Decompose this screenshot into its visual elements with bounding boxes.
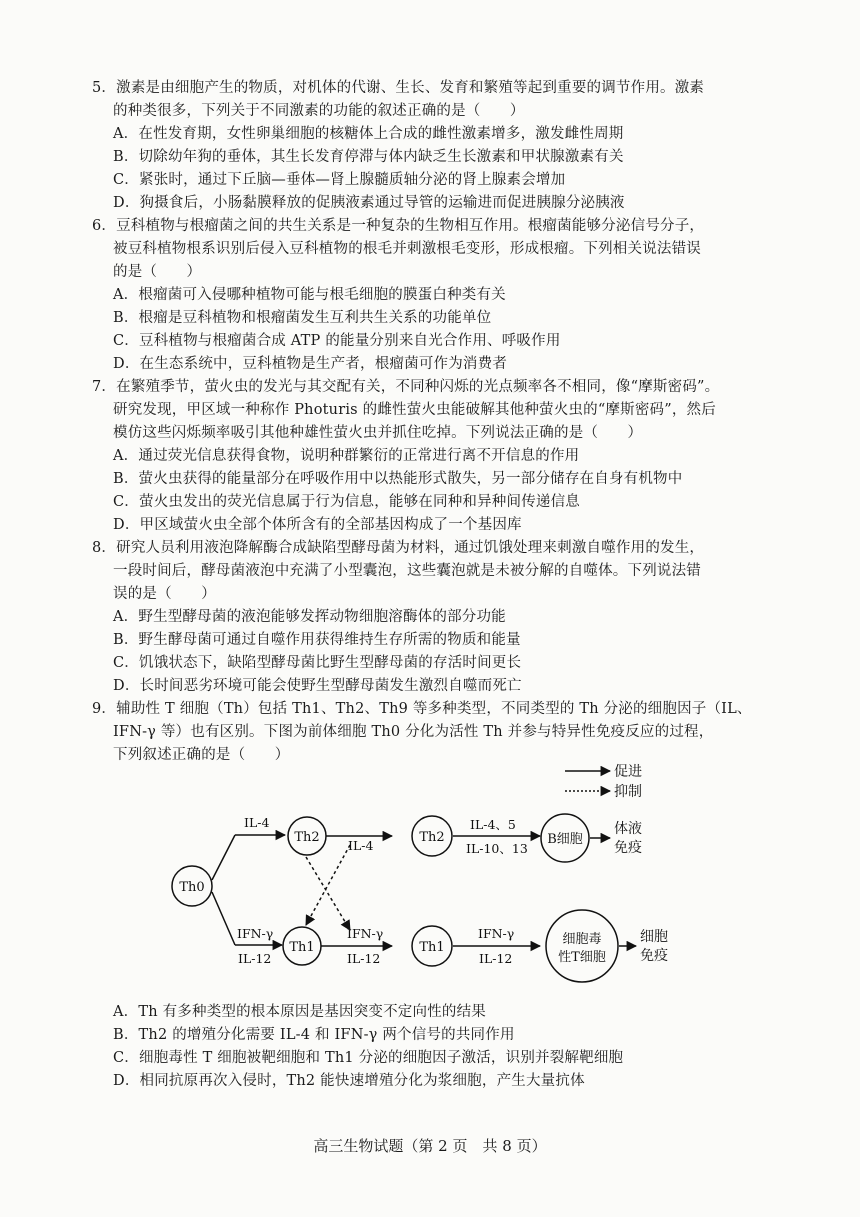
q8-option-a[interactable]: A．野生型酵母菌的液泡能够发挥动物细胞溶酶体的部分功能 (113, 609, 506, 625)
th0-label: Th0 (179, 880, 205, 895)
q7-stem-line-3: 模仿这些闪烁频率吸引其他种雄性萤火虫并抓住吃掉。下列说法正确的是（ ） (113, 425, 643, 441)
q9-option-a[interactable]: A．Th 有多种类型的根本原因是基因突变不定向性的结果 (113, 1004, 486, 1020)
ctl-label-line-2: 性T细胞 (558, 950, 606, 965)
q6-stem-line-2: 被豆科植物根系识别后侵入豆科植物的根毛并刺激根毛变形，形成根瘤。下列相关说法错误 (113, 241, 701, 257)
q6-stem-line-3: 的是（ ） (113, 264, 202, 280)
q8-stem-line-1: 8．研究人员利用液泡降解酶合成缺陷型酵母菌为材料，通过饥饿处理来刺激自噬作用的发生， (92, 540, 705, 556)
th2-label-first: Th2 (294, 830, 320, 845)
q6-stem-line-1: 6．豆科植物与根瘤菌之间的共生关系是一种复杂的生物相互作用。根瘤菌能够分泌信号分子， (92, 218, 705, 234)
cellular-immunity-line-2: 免疫 (640, 948, 668, 964)
ifn-label-right: IFN-γ (478, 926, 515, 941)
q7-option-a[interactable]: A．通过荧光信息获得食物，说明种群繁衍的正常进行离不开信息的作用 (113, 448, 580, 464)
q9-stem-line-2: IFN-γ 等）也有区别。下图为前体细胞 Th0 分化为活性 Th 并参与特异性免疫反应的过程， (113, 724, 714, 740)
th2-label-second: Th2 (419, 830, 445, 845)
ifn-label-bottom-left: IFN-γ (237, 926, 274, 941)
page-footer: 高三生物试题（第 2 页 共 8 页） (313, 1137, 547, 1155)
inhibit-arrow-to-th1 (306, 857, 350, 930)
q7-option-c[interactable]: C．萤火虫发出的荧光信息属于行为信息，能够在同种和异种间传递信息 (113, 494, 580, 510)
q5-option-b[interactable]: B．切除幼年狗的垂体，其生长发育停滞与体内缺乏生长激素和甲状腺激素有关 (113, 149, 624, 165)
il12-label-right: IL-12 (479, 951, 513, 966)
q5-option-d[interactable]: D．狗摄食后，小肠黏膜释放的促胰液素通过导管的运输进而促进胰腺分泌胰液 (113, 195, 625, 211)
q6-option-a[interactable]: A．根瘤菌可入侵哪种植物可能与根毛细胞的膜蛋白种类有关 (113, 287, 506, 303)
q8-option-b[interactable]: B．野生酵母菌可通过自噬作用获得维持生存所需的物质和能量 (113, 632, 521, 648)
il12-label-bottom-left: IL-12 (238, 951, 272, 966)
legend-promote-label: 促进 (614, 764, 642, 780)
il12-label-bottom-mid: IL-12 (347, 951, 381, 966)
q8-option-c[interactable]: C．饥饿状态下，缺陷型酵母菌比野生型酵母菌的存活时间更长 (113, 655, 522, 671)
q6-option-b[interactable]: B．根瘤是豆科植物和根瘤菌发生互利共生关系的功能单位 (113, 310, 492, 326)
legend-inhibit-label: 抑制 (614, 784, 642, 800)
inhibit-arrow-to-th2 (306, 845, 350, 925)
q9-option-b[interactable]: B．Th2 的增殖分化需要 IL-4 和 IFN-γ 两个信号的共同作用 (113, 1027, 515, 1043)
q6-option-d[interactable]: D．在生态系统中，豆科植物是生产者，根瘤菌可作为消费者 (113, 356, 508, 372)
q7-option-b[interactable]: B．萤火虫获得的能量部分在呼吸作用中以热能形式散失，另一部分储存在自身有机物中 (113, 471, 683, 487)
q5-option-a[interactable]: A．在性发育期，女性卵巢细胞的核糖体上合成的雌性激素增多，激发雌性周期 (113, 126, 624, 142)
q6-option-c[interactable]: C．豆科植物与根瘤菌合成 ATP 的能量分别来自光合作用、呼吸作用 (113, 333, 561, 349)
q7-stem-line-2: 研究发现，甲区域一种称作 Photuris 的雌性萤火虫能破解其他种萤火虫的“摩斯密码”，然后 (113, 402, 716, 418)
ctl-label-line-1: 细胞毒 (562, 932, 602, 947)
th1-label-first: Th1 (289, 940, 315, 955)
q5-option-c[interactable]: C．紧张时，通过下丘脑—垂体—肾上腺髓质轴分泌的肾上腺素会增加 (113, 172, 566, 188)
q5-stem-line-1: 5．激素是由细胞产生的物质，对机体的代谢、生长、发育和繁殖等起到重要的调节作用。激素 (92, 80, 705, 96)
il4-label-top-left: IL-4 (244, 815, 270, 830)
il1013-label: IL-10、13 (466, 841, 528, 856)
humoral-immunity-line-1: 体液 (614, 821, 642, 837)
q9-stem-line-1: 9．辅助性 T 细胞（Th）包括 Th1、Th2、Th9 等多种类型，不同类型的 Th 分泌的细胞因子（IL、 (92, 701, 752, 717)
th1-label-second: Th1 (419, 940, 445, 955)
q7-stem-line-1: 7．在繁殖季节，萤火虫的发光与其交配有关，不同种闪烁的光点频率各不相同，像“摩斯密码”。 (92, 379, 720, 395)
q8-stem-line-3: 误的是（ ） (113, 586, 216, 602)
q9-stem-line-3: 下列叙述正确的是（ ） (113, 747, 290, 763)
q5-stem-line-2: 的种类很多，下列关于不同激素的功能的叙述正确的是（ ） (113, 103, 525, 119)
b-cell-label: B细胞 (547, 832, 583, 847)
il45-label: IL-4、5 (470, 817, 516, 832)
q9-option-c[interactable]: C．细胞毒性 T 细胞被靶细胞和 Th1 分泌的细胞因子激活，识别并裂解靶细胞 (113, 1050, 624, 1066)
q8-stem-line-2: 一段时间后，酵母菌液泡中充满了小型囊泡，这些囊泡就是未被分解的自噬体。下列说法错 (113, 563, 701, 579)
q7-option-d[interactable]: D．甲区域萤火虫全部个体所含有的全部基因构成了一个基因库 (113, 517, 522, 533)
q8-option-d[interactable]: D．长时间恶劣环境可能会使野生型酵母菌发生激烈自噬而死亡 (113, 678, 522, 694)
q9-option-d[interactable]: D．相同抗原再次入侵时，Th2 能快速增殖分化为浆细胞，产生大量抗体 (113, 1073, 585, 1089)
cellular-immunity-line-1: 细胞 (640, 929, 668, 945)
ifn-label-bottom-mid: IFN-γ (347, 926, 384, 941)
humoral-immunity-line-2: 免疫 (614, 840, 642, 856)
il4-label-top-mid: IL-4 (348, 838, 374, 853)
